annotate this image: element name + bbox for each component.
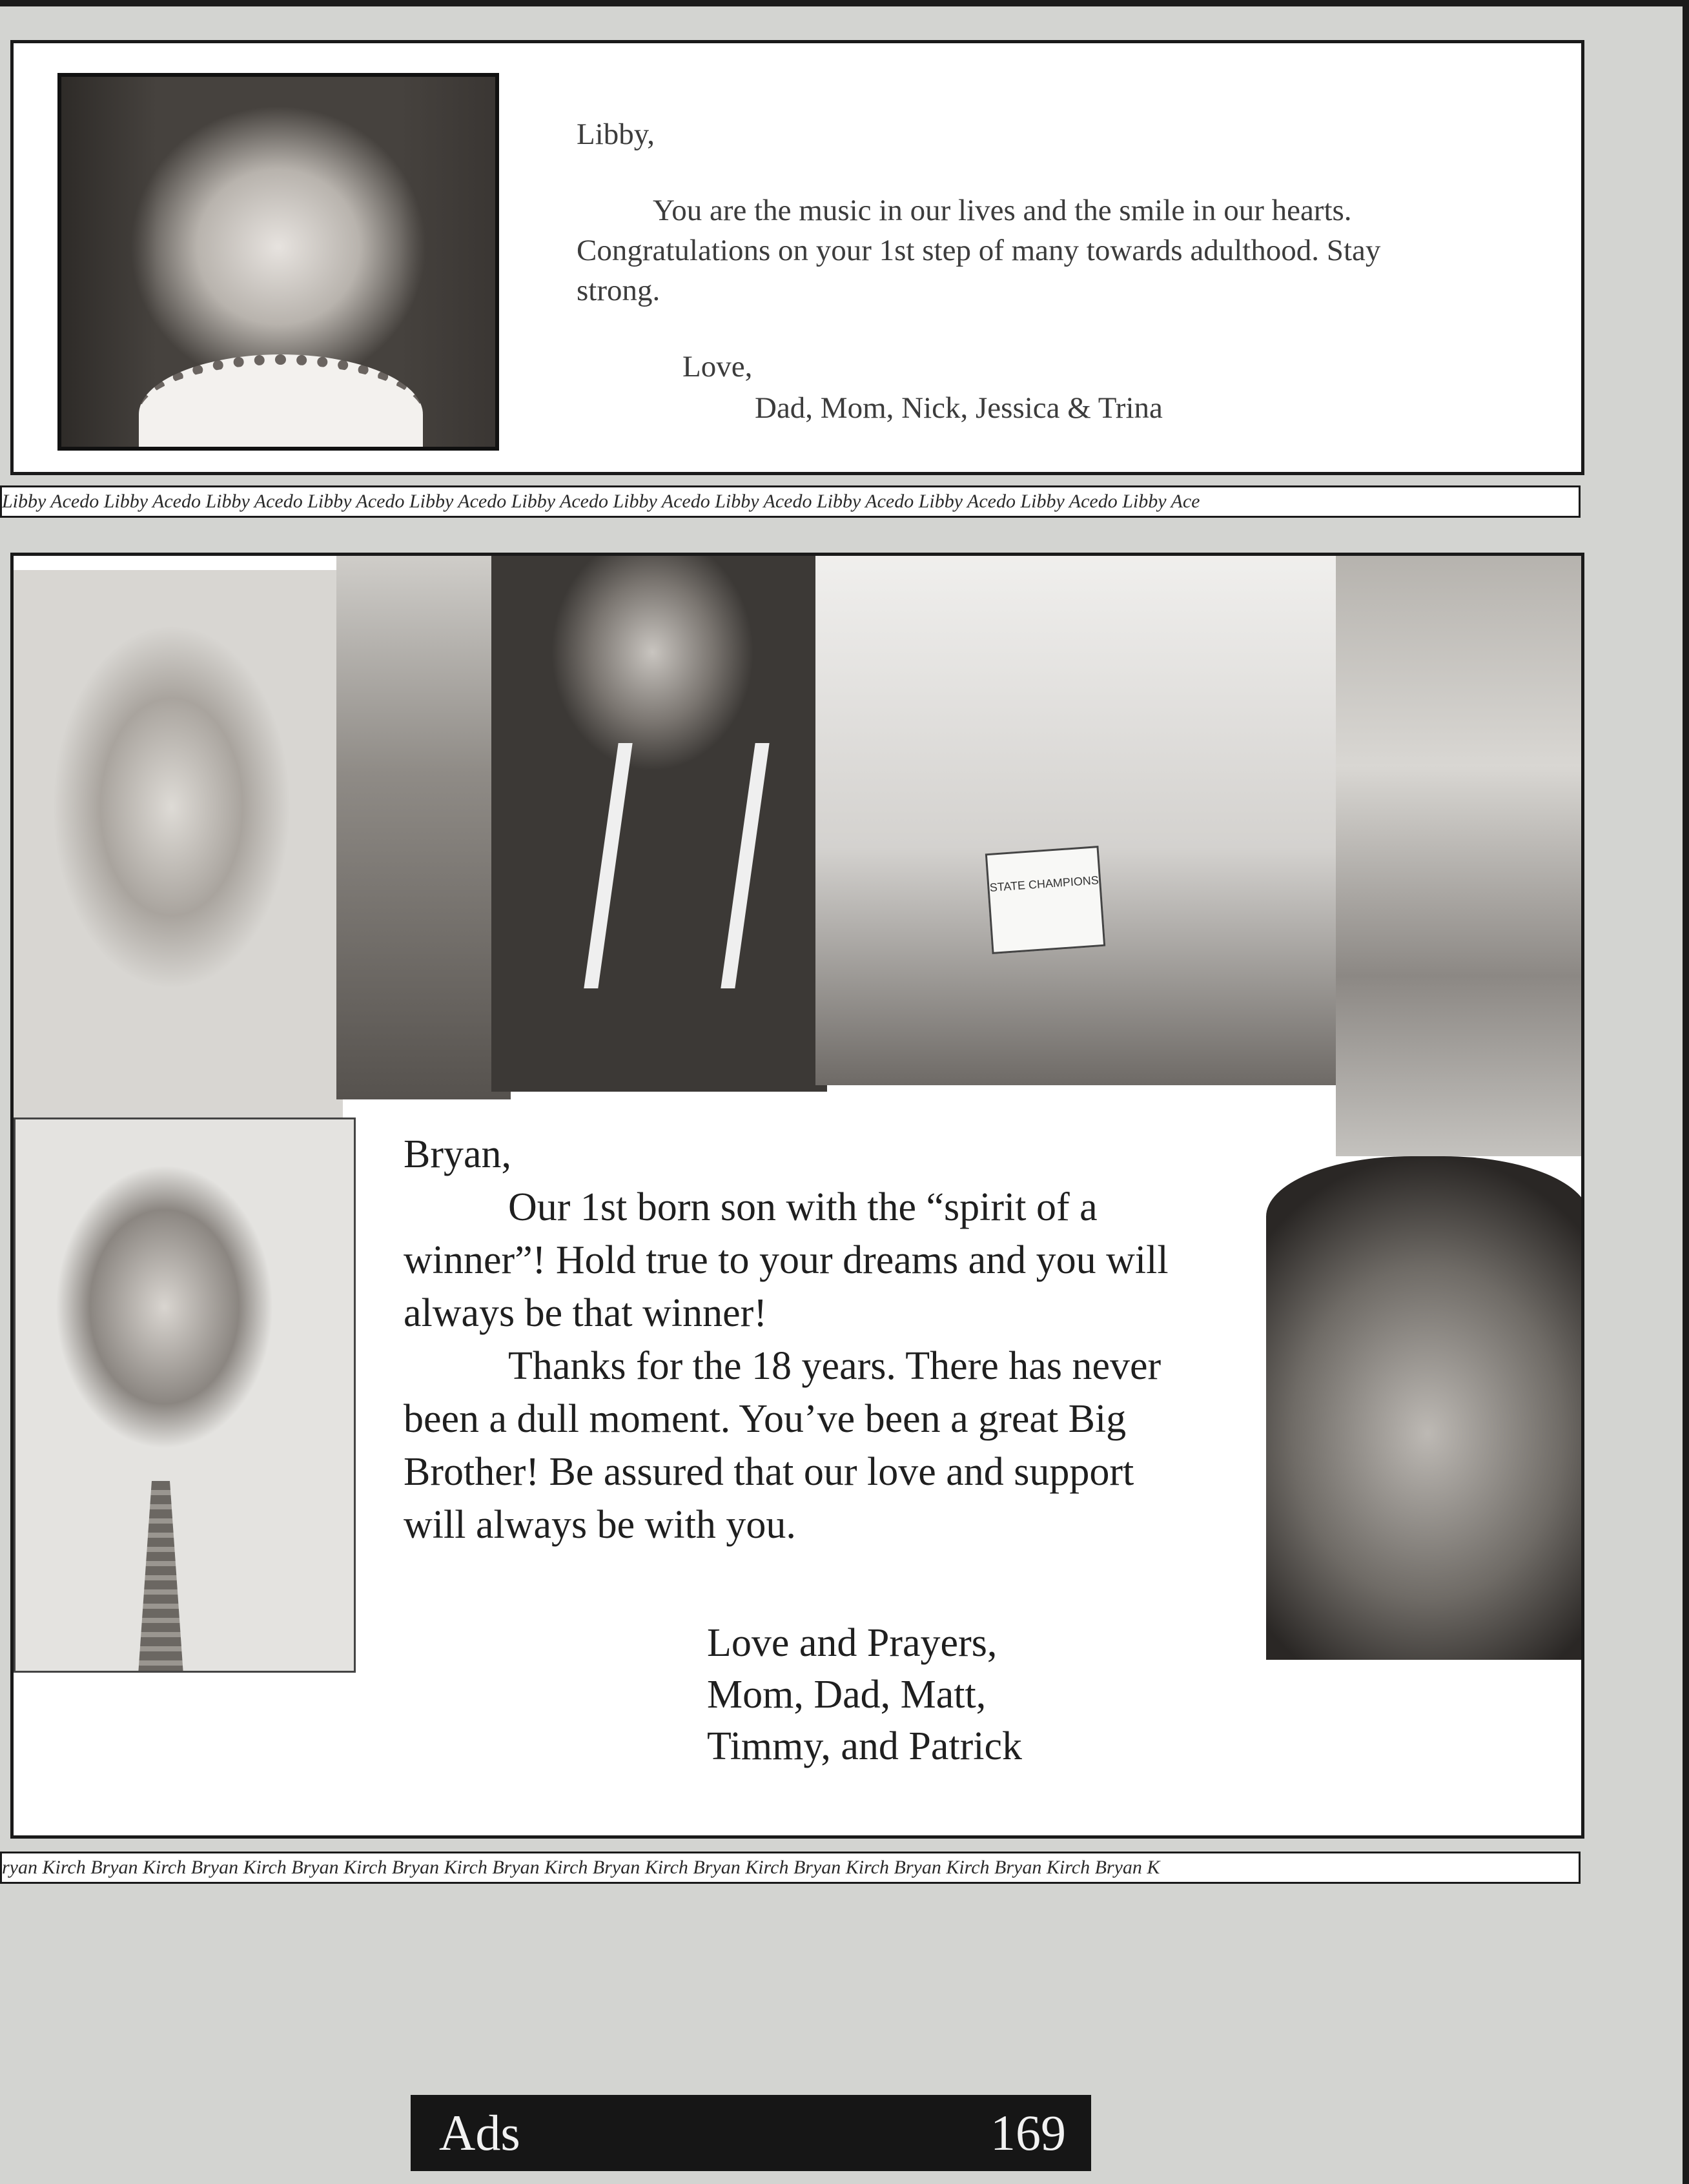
bryan-paragraph-1: Our 1st born son with the “spirit of a winner”! Hold true to your dreams and you will always be that winner! xyxy=(404,1185,1169,1335)
bryan-name-strip: ryan Kirch Bryan Kirch Bryan Kirch Bryan Kirch Bryan Kirch Bryan Kirch Bryan Kirch Bryan Kirch Bryan Kirch Bryan Kirch Bryan Kirch Bryan K xyxy=(0,1852,1581,1884)
libby-body xyxy=(577,190,1409,311)
state-champions-banner xyxy=(985,846,1105,954)
ad-bryan xyxy=(10,553,1584,1839)
bryan-closing xyxy=(707,1617,1022,1772)
ad-libby xyxy=(10,40,1584,475)
bryan-field-photo xyxy=(336,556,511,1099)
footer-section-label: Ads xyxy=(439,2105,520,2161)
libby-signers: Dad, Mom, Nick, Jessica & Trina xyxy=(755,391,1163,425)
bryan-team-photo xyxy=(815,556,1358,1085)
libby-closing: Love, xyxy=(682,350,753,383)
bryan-closing-line-2: Mom, Dad, Matt, xyxy=(707,1673,987,1717)
bryan-body xyxy=(404,1181,1178,1551)
banner-text: STATE CHAMPIONS xyxy=(989,873,1100,894)
libby-body-text: You are the music in our lives and the smile in our hearts. Congratulations on your 1st step of many towards adulthood. Stay strong. xyxy=(577,194,1381,307)
page-edge-right xyxy=(1683,0,1689,2184)
libby-salutation: Libby, xyxy=(577,117,655,151)
bryan-paragraph-2: Thanks for the 18 years. There has never been a dull moment. You’ve been a great Big Brother! Be assured that our love and support will always be with you. xyxy=(404,1344,1162,1547)
bryan-hallway-photo xyxy=(1336,556,1584,1156)
bryan-salutation: Bryan, xyxy=(404,1132,512,1176)
libby-photo xyxy=(57,73,499,451)
page-footer xyxy=(411,2095,1091,2171)
medal-ribbon xyxy=(584,743,769,988)
libby-name-strip: Libby Acedo Libby Acedo Libby Acedo Libby Acedo Libby Acedo Libby Acedo Libby Acedo Libby Acedo Libby Acedo Libby Acedo Libby Acedo Libby Ace xyxy=(0,485,1581,518)
brothers-photo xyxy=(1266,1156,1584,1660)
portrait-tie xyxy=(138,1481,183,1673)
bryan-closing-line-3: Timmy, and Patrick xyxy=(707,1724,1022,1768)
bryan-closing-line-1: Love and Prayers, xyxy=(707,1621,998,1665)
page-edge-top xyxy=(0,0,1689,6)
footer-page-number: 169 xyxy=(990,2105,1066,2161)
bryan-medal-photo xyxy=(491,556,827,1092)
bryan-portrait-photo xyxy=(14,1118,356,1673)
